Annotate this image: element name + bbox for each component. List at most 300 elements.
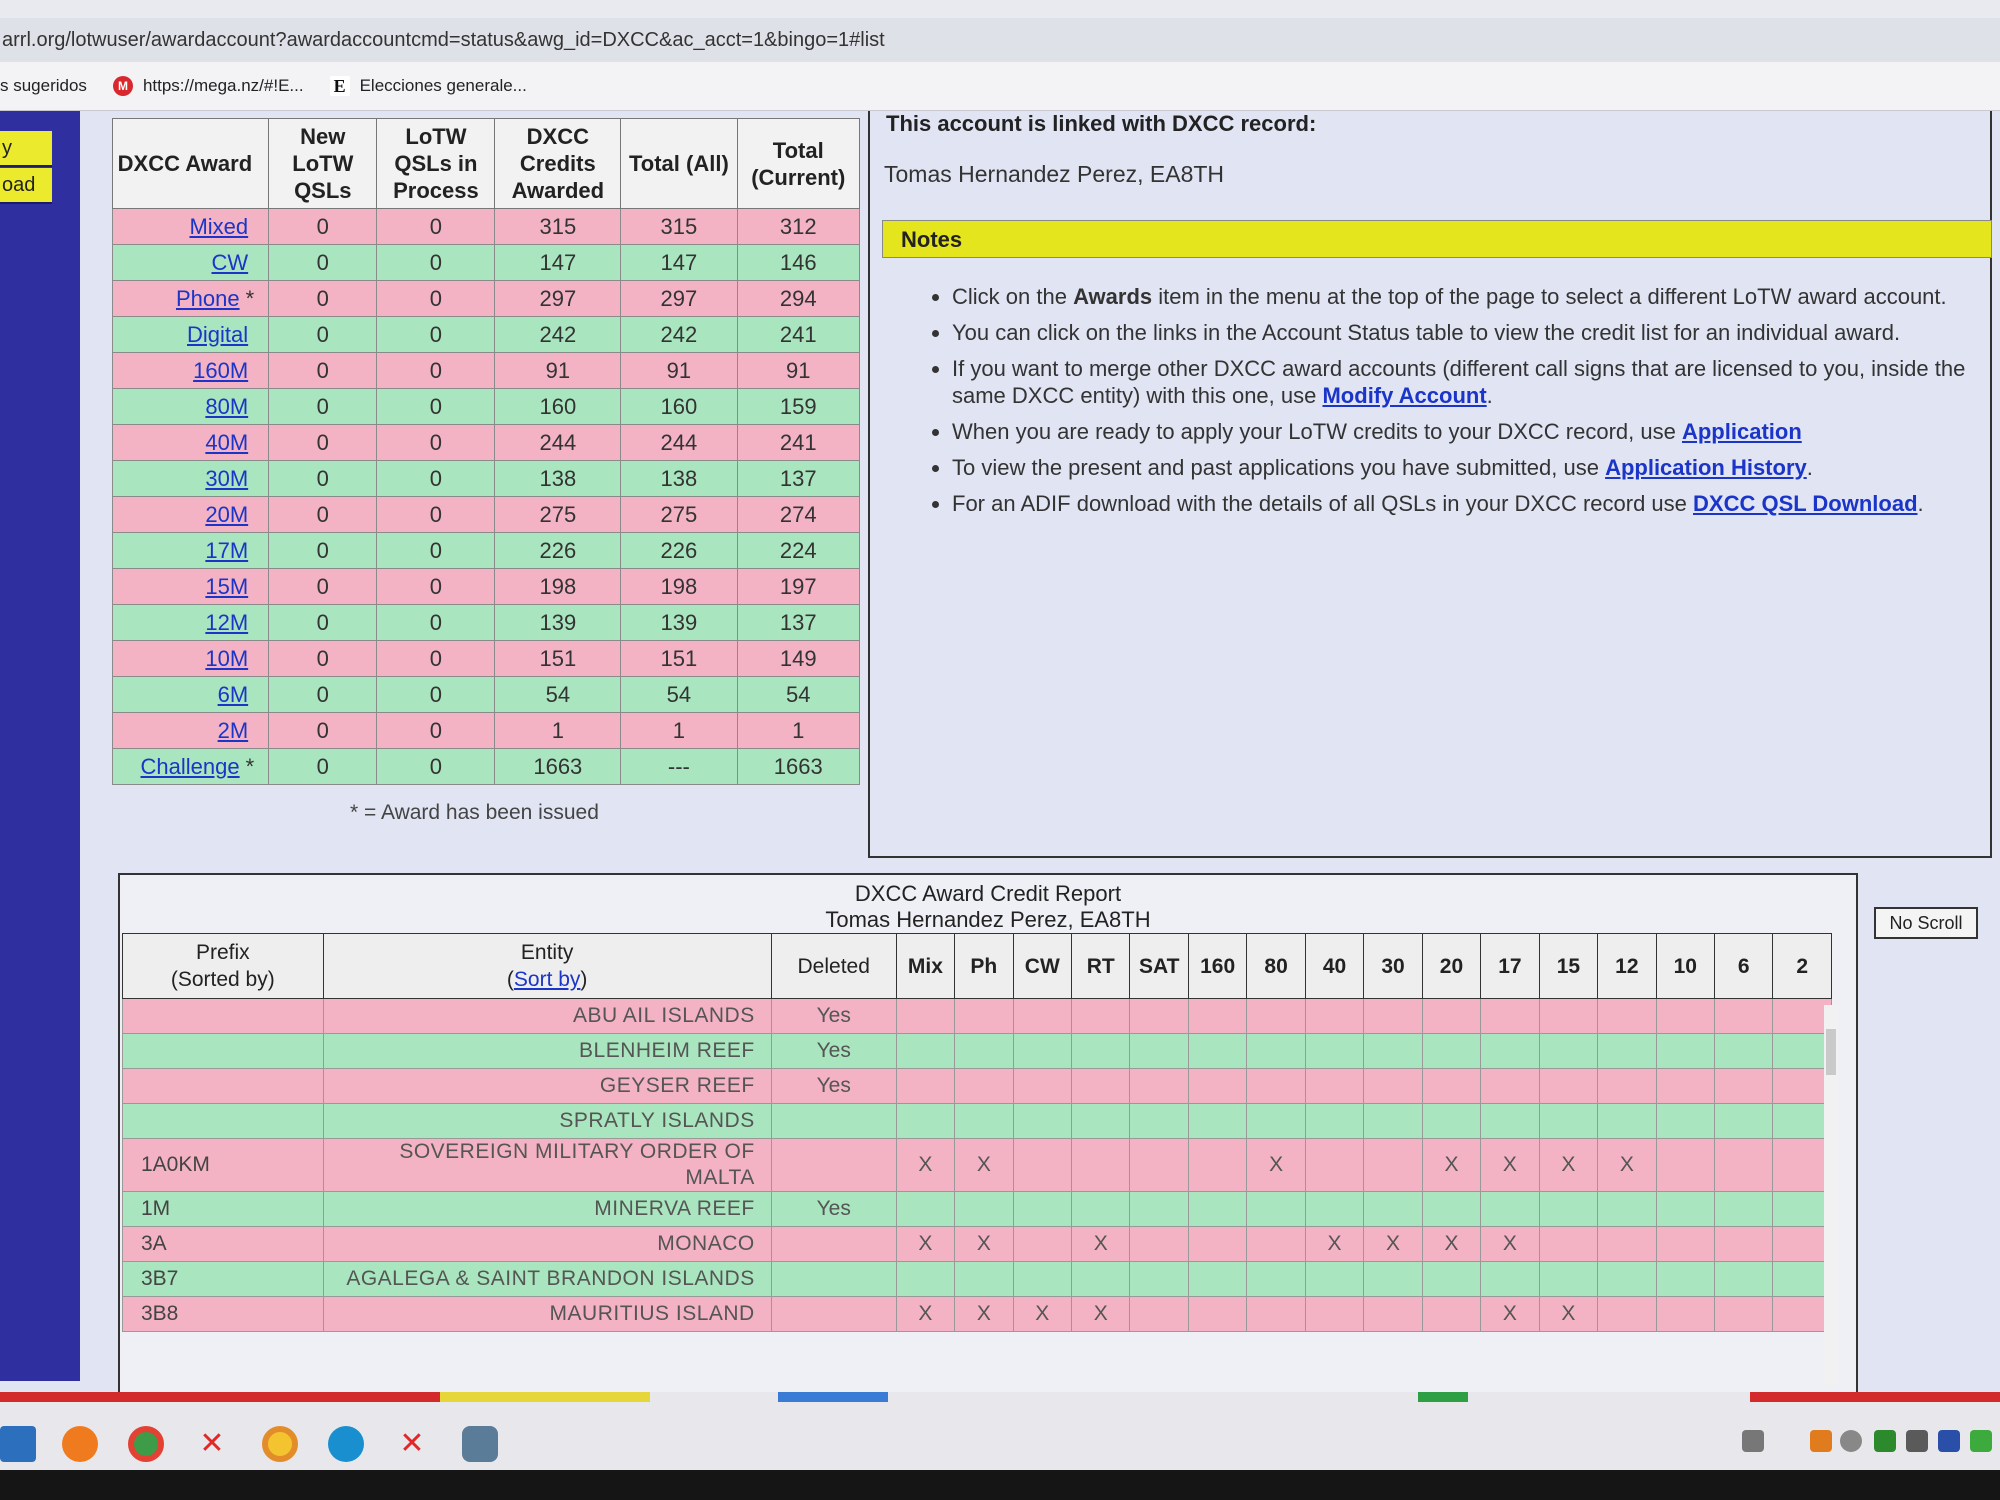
- deleted-cell: [771, 1262, 896, 1297]
- status-process-cell: 0: [377, 389, 495, 425]
- award-link[interactable]: Mixed: [189, 213, 249, 239]
- table-row: [123, 1034, 1832, 1069]
- band-credit-cell: [955, 1034, 1013, 1069]
- taskbar-stripe: [440, 1392, 650, 1402]
- x-app-icon[interactable]: ✕: [399, 1427, 425, 1460]
- band-credit-cell: [1013, 999, 1071, 1034]
- col-credits-awarded: DXCC Credits Awarded: [495, 119, 621, 209]
- status-body: [113, 209, 860, 785]
- col-band: 30: [1364, 934, 1422, 999]
- notes-heading: Notes: [882, 220, 1992, 258]
- status-row: [113, 749, 860, 785]
- status-current-cell: 54: [737, 677, 859, 713]
- status-new-cell: 0: [269, 461, 377, 497]
- band-credit-cell: X: [1539, 1139, 1597, 1192]
- status-process-cell: 0: [377, 281, 495, 317]
- band-credit-cell: [1247, 1034, 1305, 1069]
- band-credit-cell: [1364, 1069, 1422, 1104]
- report-title: DXCC Award Credit Report: [854, 881, 1122, 906]
- col-band: 40: [1305, 934, 1363, 999]
- credit-body: [123, 999, 1832, 1332]
- prefix-cell: 1M: [123, 1192, 324, 1227]
- status-new-cell: 0: [269, 641, 377, 677]
- band-credit-cell: [1013, 1069, 1071, 1104]
- firefox-icon[interactable]: [62, 1426, 98, 1462]
- status-row: [113, 461, 860, 497]
- taskbar-stripe: [1750, 1392, 2000, 1402]
- page-content: [0, 111, 2000, 1392]
- band-credit-cell: [1656, 999, 1714, 1034]
- status-new-cell: 0: [269, 209, 377, 245]
- award-link[interactable]: Digital: [187, 321, 249, 347]
- band-credit-cell: [955, 1192, 1013, 1227]
- note-text: item in the menu at the top of the page to select a different LoTW award account.: [1152, 284, 1947, 309]
- deleted-cell: [771, 1104, 896, 1139]
- band-credit-cell: [1539, 1262, 1597, 1297]
- band-credit-cell: [1247, 1192, 1305, 1227]
- report-subtitle: Tomas Hernandez Perez, EA8TH: [825, 907, 1151, 932]
- table-row: [123, 1192, 1832, 1227]
- col-dxcc-award: DXCC Award: [113, 119, 269, 209]
- entity-cell: AGALEGA & SAINT BRANDON ISLANDS: [323, 1262, 771, 1297]
- col-total-current: Total (Current): [737, 119, 859, 209]
- band-credit-cell: X: [1539, 1297, 1597, 1332]
- status-row: [113, 209, 860, 245]
- band-credit-cell: [1188, 1104, 1246, 1139]
- status-process-cell: 0: [377, 713, 495, 749]
- band-credit-cell: [896, 1034, 954, 1069]
- prefix-cell: 1A0KM: [123, 1139, 324, 1192]
- issued-marker: *: [245, 753, 255, 779]
- status-process-cell: 0: [377, 461, 495, 497]
- note-item: [952, 418, 2000, 445]
- prefix-header-label: Prefix: [195, 941, 250, 964]
- award-cell: [113, 245, 269, 281]
- entity-cell: BLENHEIM REEF: [323, 1034, 771, 1069]
- award-cell: [113, 497, 269, 533]
- prefix-cell: [123, 1034, 324, 1069]
- band-credit-cell: [1305, 1034, 1363, 1069]
- award-link[interactable]: 10M: [205, 645, 249, 671]
- status-credits-cell: 147: [495, 245, 621, 281]
- band-credit-cell: [1481, 1034, 1539, 1069]
- status-new-cell: 0: [269, 497, 377, 533]
- status-process-cell: 0: [377, 605, 495, 641]
- band-credit-cell: [1481, 1104, 1539, 1139]
- band-credit-cell: [955, 1069, 1013, 1104]
- note-text: To view the present and past applications you have submitted, use: [952, 455, 1606, 480]
- band-credit-cell: [1364, 1192, 1422, 1227]
- status-new-cell: 0: [269, 317, 377, 353]
- band-credit-cell: [896, 1104, 954, 1139]
- col-prefix[interactable]: [123, 934, 324, 999]
- credit-report: [118, 873, 1858, 1397]
- taskbar-stripe: [0, 1392, 440, 1402]
- band-credit-cell: [955, 1104, 1013, 1139]
- modify-account-link[interactable]: Modify Account: [1322, 383, 1487, 408]
- band-credit-cell: [1656, 1034, 1714, 1069]
- status-process-cell: 0: [377, 569, 495, 605]
- dxcc-qsl-download-link[interactable]: DXCC QSL Download: [1693, 491, 1918, 516]
- status-current-cell: 149: [737, 641, 859, 677]
- band-credit-cell: [1656, 1139, 1714, 1192]
- award-link[interactable]: Phone: [175, 285, 240, 311]
- band-credit-cell: [1247, 1069, 1305, 1104]
- band-credit-cell: X: [1481, 1139, 1539, 1192]
- band-credit-cell: [1364, 1262, 1422, 1297]
- address-bar[interactable]: [0, 18, 2000, 62]
- status-process-cell: 0: [377, 497, 495, 533]
- band-credit-cell: X: [1072, 1227, 1130, 1262]
- band-credit-cell: [1715, 1139, 1773, 1192]
- cloud-icon[interactable]: [1840, 1430, 1862, 1452]
- col-in-process: LoTW QSLs in Process: [377, 119, 495, 209]
- status-row: [113, 677, 860, 713]
- band-credit-cell: [1656, 1104, 1714, 1139]
- status-current-cell: 224: [737, 533, 859, 569]
- band-credit-cell: [1481, 999, 1539, 1034]
- e-site-icon: E: [330, 76, 350, 96]
- award-link[interactable]: 30M: [205, 465, 249, 491]
- deleted-cell: Yes: [771, 1192, 896, 1227]
- col-entity: [323, 934, 771, 999]
- award-cell: [113, 281, 269, 317]
- band-credit-cell: [1715, 999, 1773, 1034]
- application-link[interactable]: Application: [1681, 419, 1802, 444]
- band-credit-cell: X: [1422, 1139, 1480, 1192]
- band-credit-cell: [1715, 1034, 1773, 1069]
- status-all-cell: 244: [621, 425, 737, 461]
- note-item: [952, 454, 2000, 481]
- band-credit-cell: [1598, 999, 1656, 1034]
- note-text: If you want to merge other DXCC award accounts (different call signs that are licensed to you, inside the same DXCC entity) with this one, use: [952, 356, 1966, 408]
- network-icon[interactable]: [1742, 1430, 1764, 1452]
- status-current-cell: 241: [737, 317, 859, 353]
- credit-header-row: [123, 934, 1832, 999]
- taskbar-stripe: [778, 1392, 888, 1402]
- deleted-cell: [771, 1139, 896, 1192]
- band-credit-cell: [1305, 1069, 1363, 1104]
- band-credit-cell: [1188, 1262, 1246, 1297]
- status-row: [113, 605, 860, 641]
- left-nav: [0, 111, 80, 1381]
- status-row: [113, 497, 860, 533]
- tray-app-icon[interactable]: [1938, 1430, 1960, 1452]
- award-link[interactable]: 20M: [205, 501, 249, 527]
- band-credit-cell: [1656, 1192, 1714, 1227]
- award-link[interactable]: 80M: [205, 393, 249, 419]
- award-link[interactable]: 160M: [193, 357, 249, 383]
- bookmark-suggested[interactable]: [0, 76, 87, 96]
- nvidia-icon[interactable]: [1874, 1430, 1896, 1452]
- status-all-cell: 242: [621, 317, 737, 353]
- band-credit-cell: [1130, 1227, 1188, 1262]
- status-row: [113, 245, 860, 281]
- status-new-cell: 0: [269, 281, 377, 317]
- band-credit-cell: [1188, 1227, 1246, 1262]
- band-credit-cell: [1130, 1297, 1188, 1332]
- band-credit-cell: X: [1247, 1139, 1305, 1192]
- band-credit-cell: [1598, 1034, 1656, 1069]
- award-link[interactable]: CW: [211, 249, 249, 275]
- band-credit-cell: [1598, 1104, 1656, 1139]
- band-credit-cell: [1130, 1192, 1188, 1227]
- bookmark-label: Elecciones generale...: [359, 76, 527, 95]
- table-row: [123, 1297, 1832, 1332]
- note-text: You can click on the links in the Account Status table to view the credit list for an individual award.: [952, 320, 1901, 345]
- band-credit-cell: [896, 1069, 954, 1104]
- status-row: [113, 317, 860, 353]
- band-credit-cell: [1072, 1034, 1130, 1069]
- paren: (: [506, 968, 514, 991]
- band-credit-cell: [1422, 1034, 1480, 1069]
- status-new-cell: 0: [269, 569, 377, 605]
- band-credit-cell: [1481, 1192, 1539, 1227]
- band-credit-cell: X: [896, 1227, 954, 1262]
- bookmark-label: s sugeridos: [0, 76, 87, 95]
- band-credit-cell: [1130, 1069, 1188, 1104]
- band-credit-cell: [1422, 1069, 1480, 1104]
- bookmark-elecciones[interactable]: [330, 76, 527, 96]
- tray-app-icon[interactable]: [1810, 1430, 1832, 1452]
- band-credit-cell: [1598, 1192, 1656, 1227]
- band-credit-cell: [1481, 1262, 1539, 1297]
- band-credit-cell: [1481, 1069, 1539, 1104]
- band-credit-cell: X: [1481, 1227, 1539, 1262]
- award-link[interactable]: 40M: [205, 429, 249, 455]
- band-credit-cell: [1305, 1104, 1363, 1139]
- status-all-cell: 54: [621, 677, 737, 713]
- paren: ): [580, 968, 588, 991]
- taskbar-stripe: [1418, 1392, 1468, 1402]
- status-row: [113, 533, 860, 569]
- deleted-cell: [771, 1297, 896, 1332]
- status-process-cell: 0: [377, 425, 495, 461]
- band-credit-cell: [1072, 1262, 1130, 1297]
- award-cell: [113, 677, 269, 713]
- status-all-cell: 138: [621, 461, 737, 497]
- col-band: Mix: [896, 934, 954, 999]
- note-awards-word: Awards: [1073, 284, 1153, 309]
- bookmark-label: https://mega.nz/#!E...: [142, 76, 304, 95]
- table-row: [123, 1139, 1832, 1192]
- status-process-cell: 0: [377, 533, 495, 569]
- award-link[interactable]: 17M: [205, 537, 249, 563]
- band-credit-cell: [1247, 1297, 1305, 1332]
- band-credit-cell: [1715, 1104, 1773, 1139]
- band-credit-cell: [896, 1192, 954, 1227]
- band-credit-cell: X: [1481, 1297, 1539, 1332]
- note-period: .: [1806, 455, 1813, 480]
- prefix-cell: [123, 1104, 324, 1139]
- deleted-cell: Yes: [771, 999, 896, 1034]
- table-row: [123, 999, 1832, 1034]
- chrome-canary-icon[interactable]: [262, 1426, 298, 1462]
- status-all-cell: 147: [621, 245, 737, 281]
- status-new-cell: 0: [269, 425, 377, 461]
- band-credit-cell: [1715, 1069, 1773, 1104]
- status-row: [113, 425, 860, 461]
- status-process-cell: 0: [377, 641, 495, 677]
- band-credit-cell: [1305, 1192, 1363, 1227]
- status-current-cell: 137: [737, 605, 859, 641]
- status-process-cell: 0: [377, 317, 495, 353]
- status-all-cell: 1: [621, 713, 737, 749]
- col-band: 17: [1481, 934, 1539, 999]
- credit-report-table: [122, 933, 1832, 1332]
- scroll-thumb[interactable]: [1826, 1029, 1836, 1075]
- notes-list: [920, 283, 2000, 526]
- band-credit-cell: [1773, 1262, 1832, 1297]
- band-credit-cell: [1539, 1104, 1597, 1139]
- band-credit-cell: X: [896, 1139, 954, 1192]
- entity-sort-link[interactable]: Sort by: [513, 968, 581, 991]
- band-credit-cell: [1539, 1069, 1597, 1104]
- band-credit-cell: [1247, 1227, 1305, 1262]
- application-history-link[interactable]: Application History: [1605, 455, 1807, 480]
- bookmarks-bar: [0, 62, 2000, 111]
- award-link[interactable]: 2M: [217, 717, 249, 743]
- status-credits-cell: 275: [495, 497, 621, 533]
- entity-cell: MONACO: [323, 1227, 771, 1262]
- entity-header-label: Entity: [520, 941, 574, 964]
- status-credits-cell: 151: [495, 641, 621, 677]
- status-all-cell: 297: [621, 281, 737, 317]
- col-band: CW: [1013, 934, 1071, 999]
- note-item: [952, 319, 2000, 346]
- band-credit-cell: X: [1364, 1227, 1422, 1262]
- tray-app-icon[interactable]: [1970, 1430, 1992, 1452]
- band-credit-cell: [1072, 1104, 1130, 1139]
- award-link[interactable]: 15M: [205, 573, 249, 599]
- band-credit-cell: [1598, 1069, 1656, 1104]
- linked-record-name: Tomas Hernandez Perez, EA8TH: [884, 161, 1225, 187]
- band-credit-cell: [1130, 1104, 1188, 1139]
- prefix-cell: 3A: [123, 1227, 324, 1262]
- prefix-cell: 3B8: [123, 1297, 324, 1332]
- award-cell: [113, 605, 269, 641]
- col-band: 6: [1715, 934, 1773, 999]
- band-credit-cell: [896, 1262, 954, 1297]
- band-credit-cell: [1422, 1297, 1480, 1332]
- award-cell: [113, 461, 269, 497]
- status-credits-cell: 1: [495, 713, 621, 749]
- award-cell: [113, 641, 269, 677]
- report-scrollbar[interactable]: [1824, 1005, 1838, 1385]
- band-credit-cell: X: [955, 1139, 1013, 1192]
- band-credit-cell: [1188, 1034, 1246, 1069]
- band-credit-cell: X: [896, 1297, 954, 1332]
- entity-cell: SPRATLY ISLANDS: [323, 1104, 771, 1139]
- col-band: 160: [1188, 934, 1246, 999]
- status-row: [113, 389, 860, 425]
- note-text: For an ADIF download with the details of all QSLs in your DXCC record use: [952, 491, 1694, 516]
- award-cell: [113, 389, 269, 425]
- band-credit-cell: [1188, 1069, 1246, 1104]
- band-credit-cell: [1715, 1297, 1773, 1332]
- log-app-icon[interactable]: [462, 1426, 498, 1462]
- band-credit-cell: [1539, 999, 1597, 1034]
- band-credit-cell: [1364, 1297, 1422, 1332]
- no-scroll-button[interactable]: No Scroll: [1874, 907, 1978, 939]
- prefix-cell: [123, 1069, 324, 1104]
- band-credit-cell: [1305, 1297, 1363, 1332]
- status-credits-cell: 54: [495, 677, 621, 713]
- status-row: [113, 281, 860, 317]
- deleted-cell: [771, 1227, 896, 1262]
- band-credit-cell: [1539, 1034, 1597, 1069]
- note-text: When you are ready to apply your LoTW credits to your DXCC record, use: [952, 419, 1682, 444]
- deleted-cell: Yes: [771, 1069, 896, 1104]
- table-row: [123, 1262, 1832, 1297]
- band-credit-cell: [1188, 1139, 1246, 1192]
- band-credit-cell: [1715, 1262, 1773, 1297]
- band-credit-cell: [1013, 1192, 1071, 1227]
- nav-item-history[interactable]: [0, 131, 52, 167]
- band-credit-cell: [1305, 999, 1363, 1034]
- band-credit-cell: X: [1072, 1297, 1130, 1332]
- status-credits-cell: 160: [495, 389, 621, 425]
- status-process-cell: 0: [377, 353, 495, 389]
- band-credit-cell: [1130, 1034, 1188, 1069]
- status-all-cell: 198: [621, 569, 737, 605]
- chrome-icon[interactable]: [128, 1426, 164, 1462]
- band-credit-cell: X: [1013, 1297, 1071, 1332]
- status-row: [113, 569, 860, 605]
- award-link[interactable]: 6M: [217, 681, 249, 707]
- status-all-cell: 91: [621, 353, 737, 389]
- award-link[interactable]: 12M: [205, 609, 249, 635]
- shield-icon[interactable]: [1906, 1430, 1928, 1452]
- status-all-cell: 315: [621, 209, 737, 245]
- status-header-row: [113, 119, 860, 209]
- band-credit-cell: [1598, 1297, 1656, 1332]
- status-credits-cell: 139: [495, 605, 621, 641]
- band-credit-cell: [1773, 1139, 1832, 1192]
- entity-cell: ABU AIL ISLANDS: [323, 999, 771, 1034]
- col-band: 12: [1598, 934, 1656, 999]
- band-credit-cell: [1364, 1139, 1422, 1192]
- earth-icon[interactable]: [328, 1426, 364, 1462]
- award-link[interactable]: Challenge: [140, 753, 240, 779]
- bookmark-mega[interactable]: [113, 76, 304, 96]
- col-new-lotw: New LoTW QSLs: [269, 119, 377, 209]
- status-current-cell: 1: [737, 713, 859, 749]
- entity-cell: MAURITIUS ISLAND: [323, 1297, 771, 1332]
- status-credits-cell: 226: [495, 533, 621, 569]
- x-app-icon[interactable]: ✕: [199, 1427, 225, 1460]
- table-row: [123, 1104, 1832, 1139]
- url-text[interactable]: arrl.org/lotwuser/awardaccount?awardaccountcmd=status&awg_id=DXCC&ac_acct=1&bingo=1#list: [2, 29, 885, 51]
- award-cell: [113, 533, 269, 569]
- status-process-cell: 0: [377, 209, 495, 245]
- status-new-cell: 0: [269, 605, 377, 641]
- band-credit-cell: [1013, 1104, 1071, 1139]
- band-credit-cell: X: [955, 1227, 1013, 1262]
- col-deleted: Deleted: [771, 934, 896, 999]
- table-row: [123, 1069, 1832, 1104]
- band-credit-cell: [1539, 1192, 1597, 1227]
- status-process-cell: 0: [377, 245, 495, 281]
- band-credit-cell: [1188, 999, 1246, 1034]
- nav-item-download[interactable]: [0, 168, 52, 204]
- band-credit-cell: [1715, 1192, 1773, 1227]
- col-band: 15: [1539, 934, 1597, 999]
- mail-icon[interactable]: [0, 1426, 36, 1462]
- status-row: [113, 353, 860, 389]
- status-credits-cell: 297: [495, 281, 621, 317]
- entity-cell: GEYSER REEF: [323, 1069, 771, 1104]
